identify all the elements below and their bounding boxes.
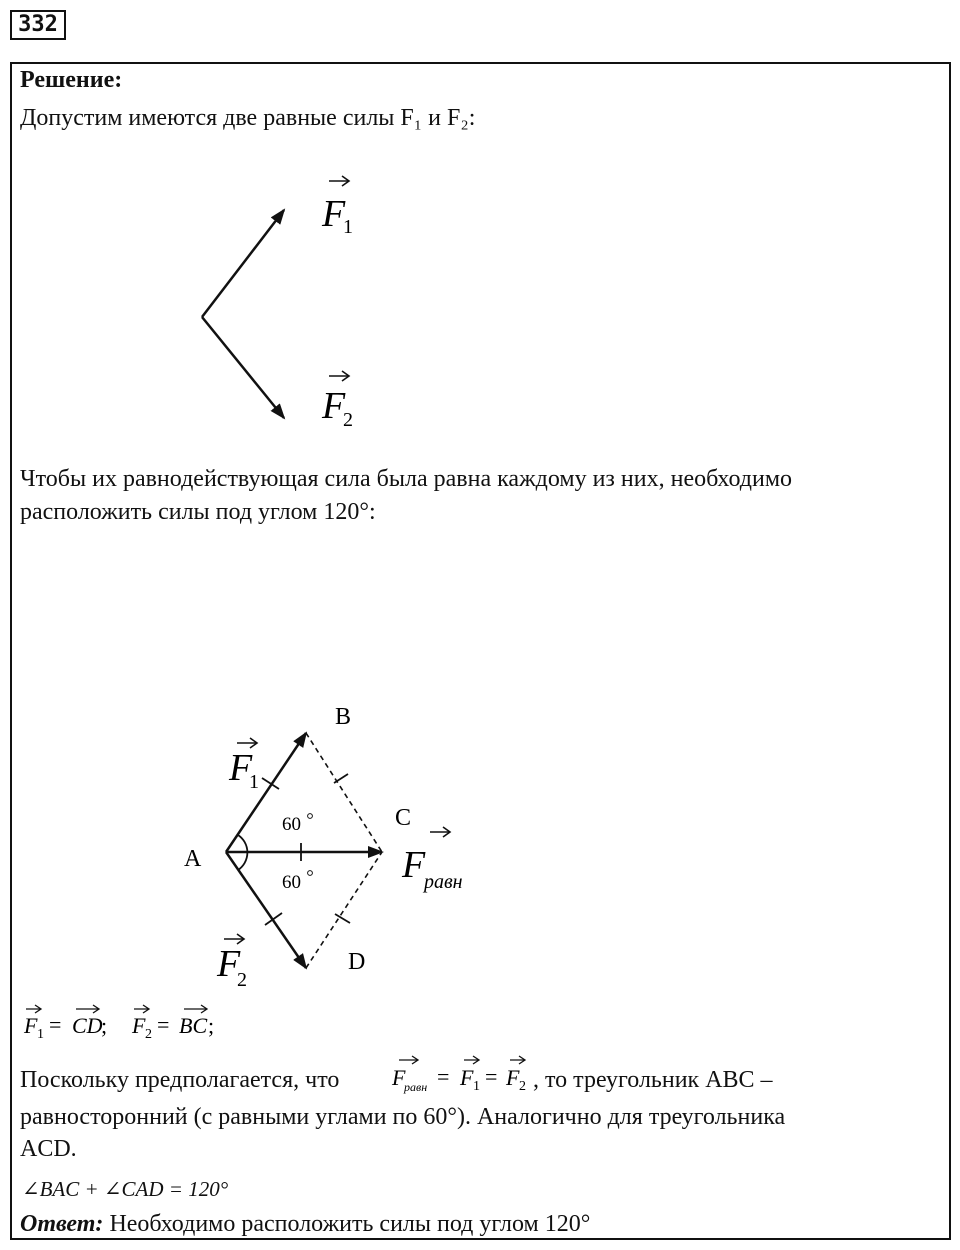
equal-length-ticks — [262, 774, 350, 925]
eq1-subscript: 1 — [37, 1027, 44, 1042]
vector-equalities — [23, 1005, 214, 1042]
force-1-arrow — [202, 210, 284, 317]
figure-rhombus — [184, 704, 463, 991]
angle-bottom-value: 60 — [282, 872, 301, 893]
force-f2-label — [216, 934, 247, 991]
force-1-letter: F — [322, 193, 346, 235]
formula-f2-letter: F — [506, 1065, 520, 1090]
formula-f2-subscript: 2 — [519, 1079, 526, 1094]
force-f1-letter: F — [229, 747, 253, 789]
force-2-letter: F — [322, 385, 346, 427]
eq1-letter: F — [24, 1013, 38, 1038]
force-resultant-subscript: равн — [424, 871, 463, 893]
eq2-sign: = — [157, 1012, 170, 1037]
eq2-letter: F — [132, 1013, 146, 1038]
intro-text: Допустим имеются две равные силы F₁ и F₂: — [20, 105, 476, 131]
force-2-subscript: 2 — [343, 409, 353, 431]
point-a-label: A — [184, 846, 202, 872]
formula-sign-2: = — [485, 1064, 498, 1089]
answer-text: Необходимо расположить силы под углом 120° — [103, 1211, 591, 1237]
formula-res-subscript: равн — [404, 1080, 428, 1094]
since-text-after: , то треугольник ABC – — [533, 1067, 773, 1093]
point-d-label: D — [348, 949, 366, 975]
force-1-label — [321, 176, 353, 238]
force-f1-subscript: 1 — [249, 771, 259, 793]
force-2-label — [321, 371, 353, 431]
force-2-arrow — [202, 317, 284, 418]
eq1-end: ; — [101, 1013, 108, 1038]
eq2-rhs: BC — [179, 1013, 208, 1038]
angle-bottom-label — [282, 871, 312, 893]
angle-top-label — [282, 814, 312, 835]
dashed-cd — [306, 852, 382, 968]
eq2-subscript: 2 — [145, 1027, 152, 1042]
dashed-bc — [306, 733, 382, 852]
point-b-label: B — [335, 704, 352, 730]
formula-res-letter: F — [392, 1065, 406, 1090]
force-1-subscript: 1 — [343, 216, 353, 238]
force-f2-subscript: 2 — [237, 969, 247, 991]
eq1-sign: = — [49, 1012, 62, 1037]
solution-heading: Решение: — [20, 67, 123, 93]
point-c-label: C — [395, 805, 412, 831]
formula-f1-letter: F — [460, 1065, 474, 1090]
answer-label: Ответ: — [20, 1211, 104, 1237]
angle-top-value: 60 — [282, 814, 301, 835]
force-f2-letter: F — [217, 943, 241, 985]
force-resultant-letter: F — [402, 844, 426, 886]
angle-sum-equation: ∠BAC + ∠CAD = 120° — [22, 1177, 229, 1201]
eq2-end: ; — [208, 1013, 215, 1038]
since-text-line-3: ACD. — [20, 1136, 77, 1162]
angle-paragraph-line-1: Чтобы их равнодействующая сила была равна каждому из них, необходимо — [20, 466, 793, 492]
problem-number: 332 — [10, 10, 66, 40]
formula-f1-subscript: 1 — [473, 1079, 480, 1094]
force-f1-label — [228, 738, 259, 793]
eq1-rhs: CD — [72, 1013, 103, 1038]
formula-sign-1: = — [437, 1064, 450, 1089]
since-text-line-2: равносторонний (с равными углами по 60°). Аналогично для треугольника — [20, 1104, 786, 1130]
force-resultant-label — [401, 827, 463, 893]
since-text-before: Поскольку предполагается, что — [20, 1067, 340, 1093]
figure-two-forces — [202, 176, 353, 431]
angle-paragraph-line-2: расположить силы под углом 120°: — [20, 499, 376, 525]
inline-force-formula — [391, 1056, 526, 1094]
